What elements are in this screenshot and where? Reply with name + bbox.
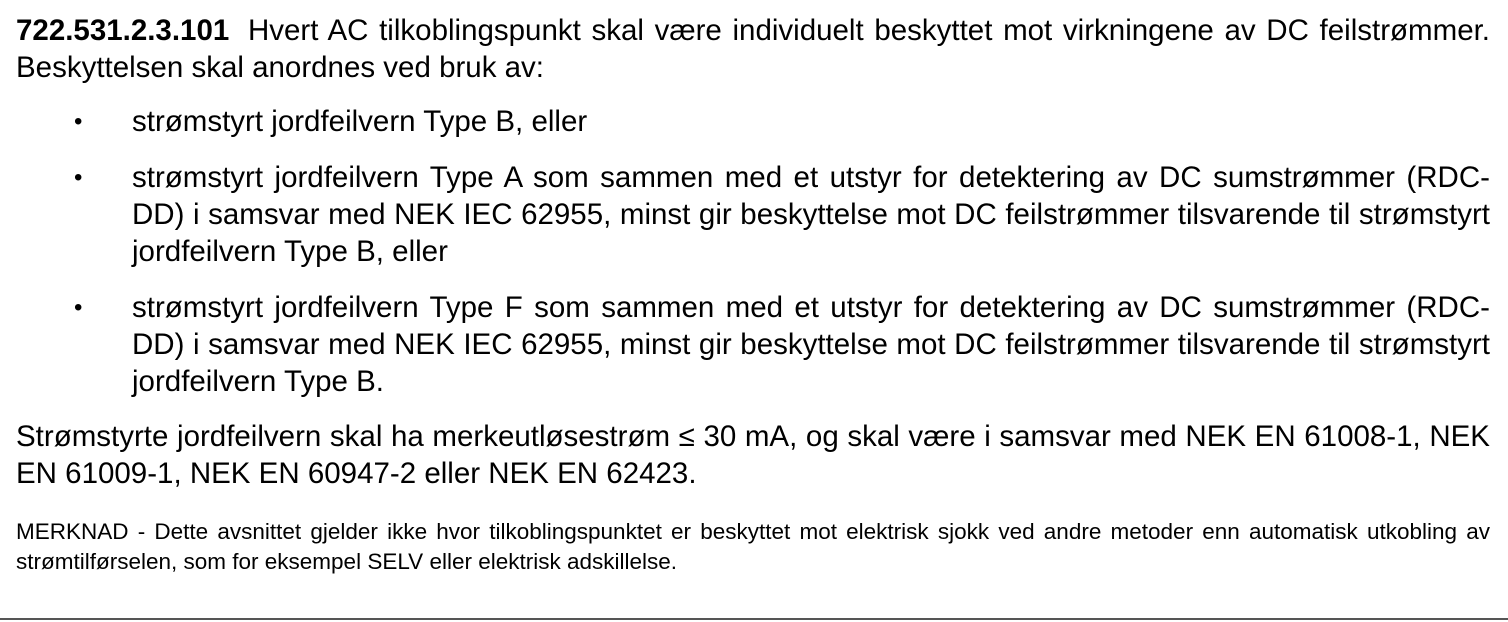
bullet-icon: •	[74, 164, 83, 191]
list-item-text: strømstyrt jordfeilvern Type B, eller	[132, 105, 588, 138]
note-paragraph: MERKNAD - Dette avsnittet gjelder ikke hvor tilkoblingspunktet er beskyttet mot elektrisk sjokk ved andre metoder enn automatisk utkobling av strømtilførselen, som for eksempel SELV eller elektrisk adskillelse.	[16, 519, 1490, 574]
bullet-icon: •	[74, 294, 83, 321]
standards-paragraph: Strømstyrte jordfeilvern skal ha merkeutløsestrøm ≤ 30 mA, og skal være i samsvar med NEK EN 61008-1, NEK EN 61009-1, NEK EN 60947-2 eller NEK EN 62423.	[16, 420, 1490, 490]
list-item-text: strømstyrt jordfeilvern Type F som sammen med et utstyr for detektering av DC sumstrømmer (RDC-DD) i samsvar med NEK IEC 62955, minst gir beskyttelse mot DC feilstrømmer tilsvarende til strømstyrt jordfeilvern Type B.	[132, 291, 1490, 398]
document-page	[16, 12, 1490, 600]
clause-text: Hvert AC tilkoblingspunkt skal være individuelt beskyttet mot virkningene av DC feilstrømmer. Beskyttelsen skal anordnes ved bruk av:	[16, 14, 1490, 84]
list-item-text: strømstyrt jordfeilvern Type A som sammen med et utstyr for detektering av DC sumstrømmer (RDC-DD) i samsvar med NEK IEC 62955, minst gir beskyttelse mot DC feilstrømmer tilsvarende til strømstyrt jordfeilvern Type B, eller	[132, 161, 1490, 268]
list-item	[16, 159, 1490, 270]
clause-number: 722.531.2.3.101	[16, 14, 230, 47]
list-item	[16, 103, 1490, 140]
clause-paragraph	[16, 12, 1490, 86]
requirement-list	[16, 103, 1490, 400]
bottom-divider	[0, 618, 1508, 620]
list-item	[16, 289, 1490, 400]
bullet-icon: •	[74, 108, 83, 135]
